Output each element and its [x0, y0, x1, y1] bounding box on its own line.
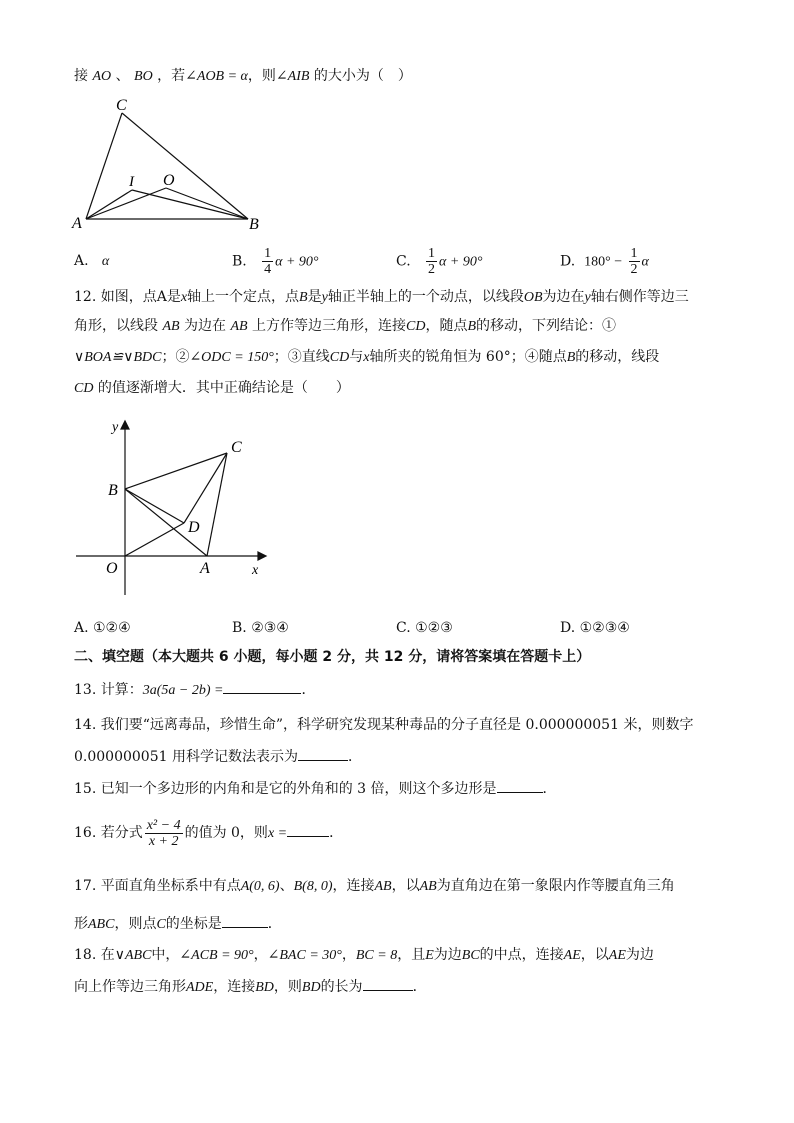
q14-text: ． — [347, 749, 362, 765]
q15 — [74, 778, 557, 799]
q13 — [74, 679, 315, 701]
q12-text: 上方作等边三角形，连接 — [247, 318, 407, 334]
q17-text: 的坐标是 — [165, 916, 222, 932]
option-letter: A. — [74, 253, 89, 269]
q16-text: 的值为 0，则 — [184, 825, 268, 841]
q12-option-d[interactable]: D. ①②③④ — [560, 620, 630, 636]
q12-text: 的移动，线段 — [575, 349, 660, 365]
q13-expr: 3a(5a − 2b) = — [142, 683, 224, 698]
q15-answer-blank[interactable] — [497, 778, 543, 793]
q12-var: B — [566, 350, 576, 365]
q11-options — [74, 246, 714, 276]
q18-var: E — [425, 948, 434, 963]
q17-line-1 — [74, 876, 675, 897]
q17-text: ． — [267, 916, 282, 932]
fraction-num: 1 — [630, 246, 638, 261]
q18-var: BD — [301, 980, 321, 995]
q18-text: ， — [341, 947, 356, 963]
q12-var: y — [584, 290, 591, 305]
q14-line-1: 14. 我们要“远离毒品，珍惜生命”，科学研究发现某种毒品的分子直径是 0.000000051 米，则数字 — [74, 717, 694, 733]
q11-option-a[interactable] — [74, 251, 109, 272]
q12-var: B — [299, 290, 308, 305]
q11-ao: AO — [92, 69, 112, 84]
fraction — [426, 246, 437, 277]
q11-option-d[interactable] — [560, 246, 649, 277]
q12-text: 轴右侧作等边三 — [590, 289, 689, 305]
fraction — [629, 246, 640, 277]
q12-option-a[interactable]: A. ①②④ — [74, 620, 131, 636]
fraction-den: 4 — [264, 262, 272, 277]
q17-var: AB — [374, 879, 392, 894]
q14-answer-blank[interactable] — [298, 746, 348, 761]
q11-text: 接 — [74, 68, 93, 84]
q12-segment-bd — [125, 489, 184, 523]
q12-text: 为边在 — [179, 318, 231, 334]
q18-text: 为边 — [433, 947, 462, 963]
q12-segment-bc — [125, 453, 227, 489]
q16-var: x = — [267, 826, 288, 841]
q12-figure — [72, 415, 272, 600]
q11-label-i: I — [129, 174, 134, 190]
q12-text: 角形，以线段 — [74, 318, 163, 334]
q15-text: ． — [542, 781, 557, 797]
q11-text: 的大小为（ ） — [309, 68, 412, 84]
option-letter: D. — [560, 253, 576, 270]
q18-line-1 — [74, 945, 654, 966]
q18-line-2 — [74, 976, 427, 998]
q12-label-y: y — [112, 420, 119, 435]
q13-answer-blank[interactable] — [223, 679, 301, 694]
q12-segment-od — [125, 523, 184, 556]
q18-text: 为边 — [625, 947, 654, 963]
q18-text: 18. 在 — [74, 947, 115, 963]
q12-var: AB — [162, 319, 180, 334]
q12-var: x — [180, 290, 188, 305]
q12-angle: ∠ODC = 150° — [189, 350, 274, 365]
q18-var: BC = 8 — [355, 948, 398, 963]
q11-stem — [74, 66, 412, 87]
q17-point-a: A(0, 6) — [240, 879, 280, 894]
q16 — [74, 813, 343, 853]
q12-text: 的值逐渐增大．其中正确结论是（ ） — [93, 380, 350, 396]
q18-text: ， — [253, 947, 268, 963]
q12-label-a: A — [200, 560, 210, 577]
q11-text: ，则 — [247, 68, 276, 84]
q18-answer-blank[interactable] — [363, 976, 413, 991]
q17-text: ，连接 — [332, 878, 375, 894]
q11-segment-ai — [86, 190, 132, 219]
option-expr: 180° − — [584, 254, 623, 270]
q17-line-2 — [74, 913, 282, 935]
fraction-den: 2 — [630, 262, 638, 277]
q11-text: 、 — [111, 68, 135, 84]
q11-label-b: B — [249, 216, 259, 233]
q16-fraction — [145, 818, 183, 849]
q12-x-arrow-icon — [258, 552, 266, 560]
q11-text: ，若 — [152, 68, 186, 84]
q11-segment-ac — [86, 113, 122, 219]
q14-line-2 — [74, 746, 362, 767]
q12-y-arrow-icon — [121, 421, 129, 429]
q11-segment-ao — [86, 188, 166, 219]
q11-angle-aib: ∠AIB — [275, 69, 310, 84]
q14-text: 0.000000051 用科学记数法表示为 — [74, 749, 298, 765]
q18-text: 向上作等边三角形 — [74, 979, 186, 995]
option-letter: B. — [232, 253, 247, 270]
q12-line-3 — [74, 347, 659, 368]
q12-option-c[interactable]: C. ①②③ — [396, 620, 453, 636]
q18-var: AE — [563, 948, 581, 963]
q18-angle: ∠ACB = 90° — [179, 948, 254, 963]
q12-text: 轴所夹的锐角恒为 60°；④随点 — [369, 349, 567, 365]
q18-var: ADE — [186, 980, 214, 995]
q17-text: ，以 — [391, 878, 420, 894]
q18-text: 的中点，连接 — [479, 947, 564, 963]
q17-var: AB — [419, 879, 437, 894]
q11-angle-eq: ∠AOB = α — [185, 69, 248, 84]
fraction-den: 2 — [428, 262, 436, 277]
q17-var: C — [156, 917, 166, 932]
q12-label-x: x — [252, 563, 259, 578]
option-expr: α — [101, 254, 110, 269]
q11-label-a: A — [72, 215, 82, 232]
q12-label-c: C — [231, 439, 242, 456]
q17-text: ，则点 — [114, 916, 157, 932]
fraction-num: 1 — [428, 246, 436, 261]
q18-text: ． — [412, 979, 427, 995]
q12-text: ；③直线 — [273, 349, 330, 365]
q17-text: 17. 平面直角坐标系中有点 — [74, 878, 241, 894]
q18-var: ∨ABC — [114, 948, 152, 963]
fraction-den: x + 2 — [148, 833, 179, 849]
q18-text: ，连接 — [213, 979, 256, 995]
q12-text: 轴正半轴上的一个动点，以线段 — [327, 289, 524, 305]
q18-var: AE — [608, 948, 626, 963]
q12-line-2 — [74, 316, 616, 337]
q11-figure — [66, 95, 266, 235]
q12-var: CD — [406, 319, 426, 334]
q18-angle: ∠BAC = 30° — [267, 948, 342, 963]
q18-text: ，以 — [580, 947, 609, 963]
q18-var: BD — [255, 980, 274, 995]
q17-text: 、 — [279, 878, 294, 894]
option-expr: α + 90° — [275, 254, 319, 270]
q12-var: CD — [74, 381, 94, 396]
q11-option-c[interactable] — [396, 246, 482, 277]
q17-point-b: B(8, 0) — [293, 879, 333, 894]
q18-text: 中， — [151, 947, 180, 963]
q11-option-b[interactable] — [232, 246, 319, 277]
q12-line-4 — [74, 378, 350, 399]
q17-text: 形 — [74, 916, 88, 932]
q12-options — [74, 618, 714, 638]
fraction-num: 1 — [264, 246, 272, 261]
q11-label-c: C — [116, 97, 127, 114]
q13-text: 13. 计算： — [74, 682, 143, 698]
q15-text: 15. 已知一个多边形的内角和是它的外角和的 3 倍，则这个多边形是 — [74, 781, 497, 797]
q16-text: 16. 若分式 — [74, 825, 143, 841]
q12-text: 是 — [307, 289, 322, 305]
q18-text: ，则 — [273, 979, 302, 995]
q16-answer-blank[interactable] — [287, 822, 329, 837]
q11-bo: BO — [134, 69, 153, 84]
q18-text: ，且 — [397, 947, 426, 963]
q12-var: CD — [329, 350, 350, 365]
q17-text: 为直角边在第一象限内作等腰直角三角 — [436, 878, 675, 894]
q12-text: 的移动，下列结论：① — [476, 318, 617, 334]
q18-text: 的长为 — [320, 979, 363, 995]
q18-var: BC — [461, 948, 480, 963]
q12-var: B — [467, 319, 477, 334]
q12-line-1 — [74, 287, 689, 308]
q12-var: AB — [230, 319, 248, 334]
q12-congruence: ∨BOA≌∨BDC — [74, 350, 162, 365]
q11-segment-ob — [166, 188, 248, 219]
section-2-heading: 二、填空题（本大题共 6 小题，每小题 2 分，共 12 分，请将答案填在答题卡上） — [74, 649, 591, 665]
q16-text: ． — [329, 825, 344, 841]
q12-var: OB — [523, 290, 543, 305]
fraction-num: x² − 4 — [146, 817, 181, 833]
q12-label-o: O — [106, 560, 118, 577]
q12-label-d: D — [188, 519, 200, 536]
q12-text: 与 — [349, 349, 364, 365]
q12-text: ；② — [161, 349, 190, 365]
q13-text: ． — [301, 682, 316, 698]
fraction — [262, 246, 273, 277]
option-expr: α — [641, 254, 649, 270]
option-expr: α + 90° — [439, 254, 483, 270]
q12-text: 为边在 — [542, 289, 585, 305]
q12-text: ，随点 — [425, 318, 468, 334]
option-letter: C. — [396, 253, 411, 270]
q12-label-b: B — [108, 482, 118, 499]
q12-option-b[interactable]: B. ②③④ — [232, 620, 289, 636]
q12-var: x — [363, 350, 370, 365]
q12-var: y — [321, 290, 328, 305]
q11-label-o: O — [163, 172, 175, 189]
q17-var: ABC — [88, 917, 115, 932]
q12-text: 轴上一个定点，点 — [187, 289, 300, 305]
q17-answer-blank[interactable] — [222, 913, 268, 928]
q12-text: 12. 如图，点A是 — [74, 289, 181, 305]
